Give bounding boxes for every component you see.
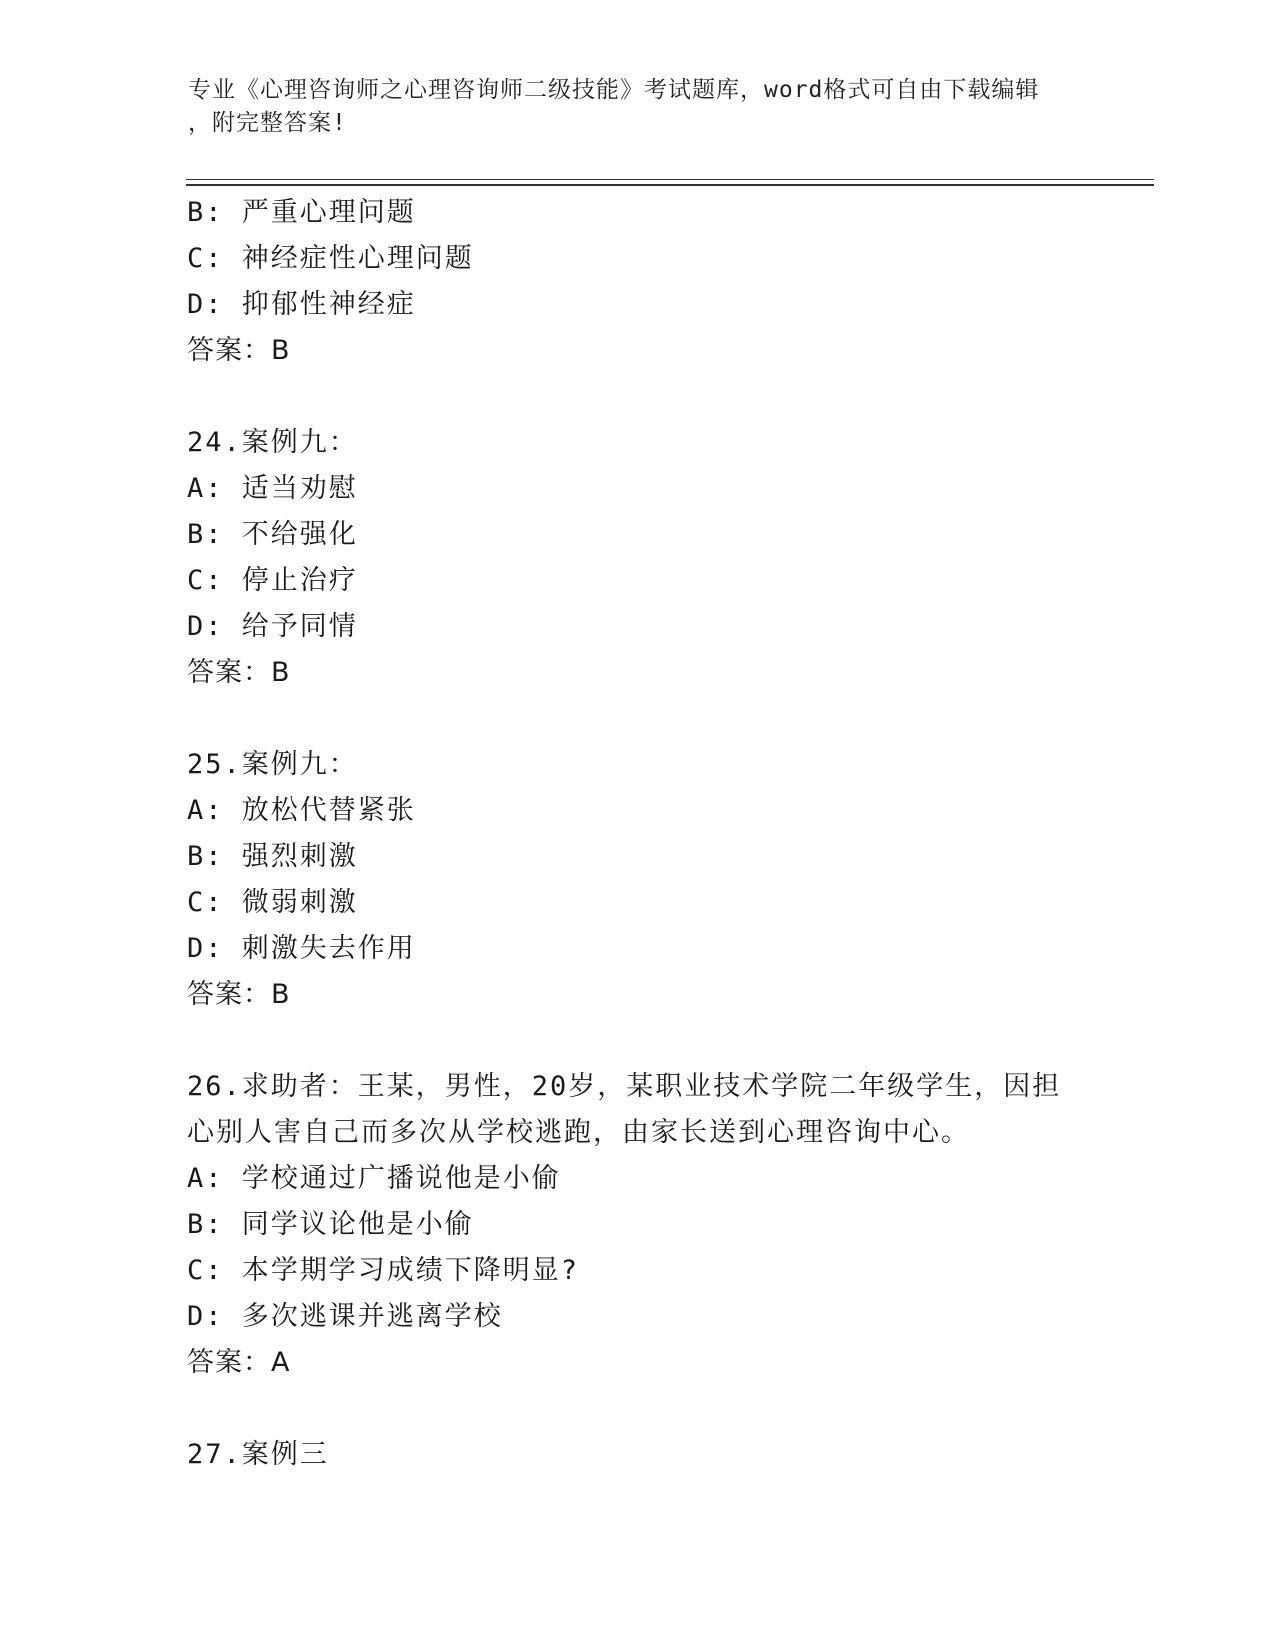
header-line-2: ，附完整答案!	[188, 110, 347, 136]
option-a: A: 学校通过广播说他是小偷	[187, 1163, 561, 1194]
option-c: C: 神经症性心理问题	[187, 243, 474, 274]
question-26	[187, 1064, 1087, 1386]
answer-label: 答案：B	[187, 657, 291, 688]
option-d: D: 给予同情	[187, 611, 358, 642]
question-title: 24.案例九：	[187, 427, 358, 458]
spacer	[187, 696, 1087, 742]
answer-label: 答案：B	[187, 979, 291, 1010]
answer-label: 答案：A	[187, 1347, 291, 1378]
option-b: B: 强烈刺激	[187, 841, 358, 872]
header-line-1: 专业《心理咨询师之心理咨询师二级技能》考试题库，word格式可自由下载编辑	[188, 77, 1040, 103]
option-d: D: 刺激失去作用	[187, 933, 416, 964]
question-24	[187, 420, 1087, 696]
question-title: 27.案例三	[187, 1439, 329, 1470]
question-23-continued	[187, 190, 1087, 374]
option-a: A: 适当劝慰	[187, 473, 358, 504]
question-title: 25.案例九：	[187, 749, 358, 780]
option-d: D: 多次逃课并逃离学校	[187, 1301, 503, 1332]
option-b: B: 严重心理问题	[187, 197, 416, 228]
question-25	[187, 742, 1087, 1018]
spacer	[187, 1018, 1087, 1064]
spacer	[187, 1386, 1087, 1432]
option-d: D: 抑郁性神经症	[187, 289, 416, 320]
option-c: C: 停止治疗	[187, 565, 358, 596]
option-b: B: 同学议论他是小偷	[187, 1209, 474, 1240]
document-header	[188, 74, 1088, 140]
option-b: B: 不给强化	[187, 519, 358, 550]
spacer	[187, 374, 1087, 420]
header-divider-thin	[186, 179, 1154, 180]
option-c: C: 微弱刺激	[187, 887, 358, 918]
question-27	[187, 1432, 1087, 1478]
option-a: A: 放松代替紧张	[187, 795, 416, 826]
question-title: 26.求助者：王某，男性，20岁，某职业技术学院二年级学生，因担心别人害自己而多次从学校逃跑，由家长送到心理咨询中心。	[187, 1071, 1062, 1148]
question-list	[187, 190, 1087, 1478]
option-c: C: 本学期学习成绩下降明显?	[187, 1255, 580, 1286]
header-divider-thick	[186, 184, 1154, 186]
answer-label: 答案：B	[187, 335, 291, 366]
